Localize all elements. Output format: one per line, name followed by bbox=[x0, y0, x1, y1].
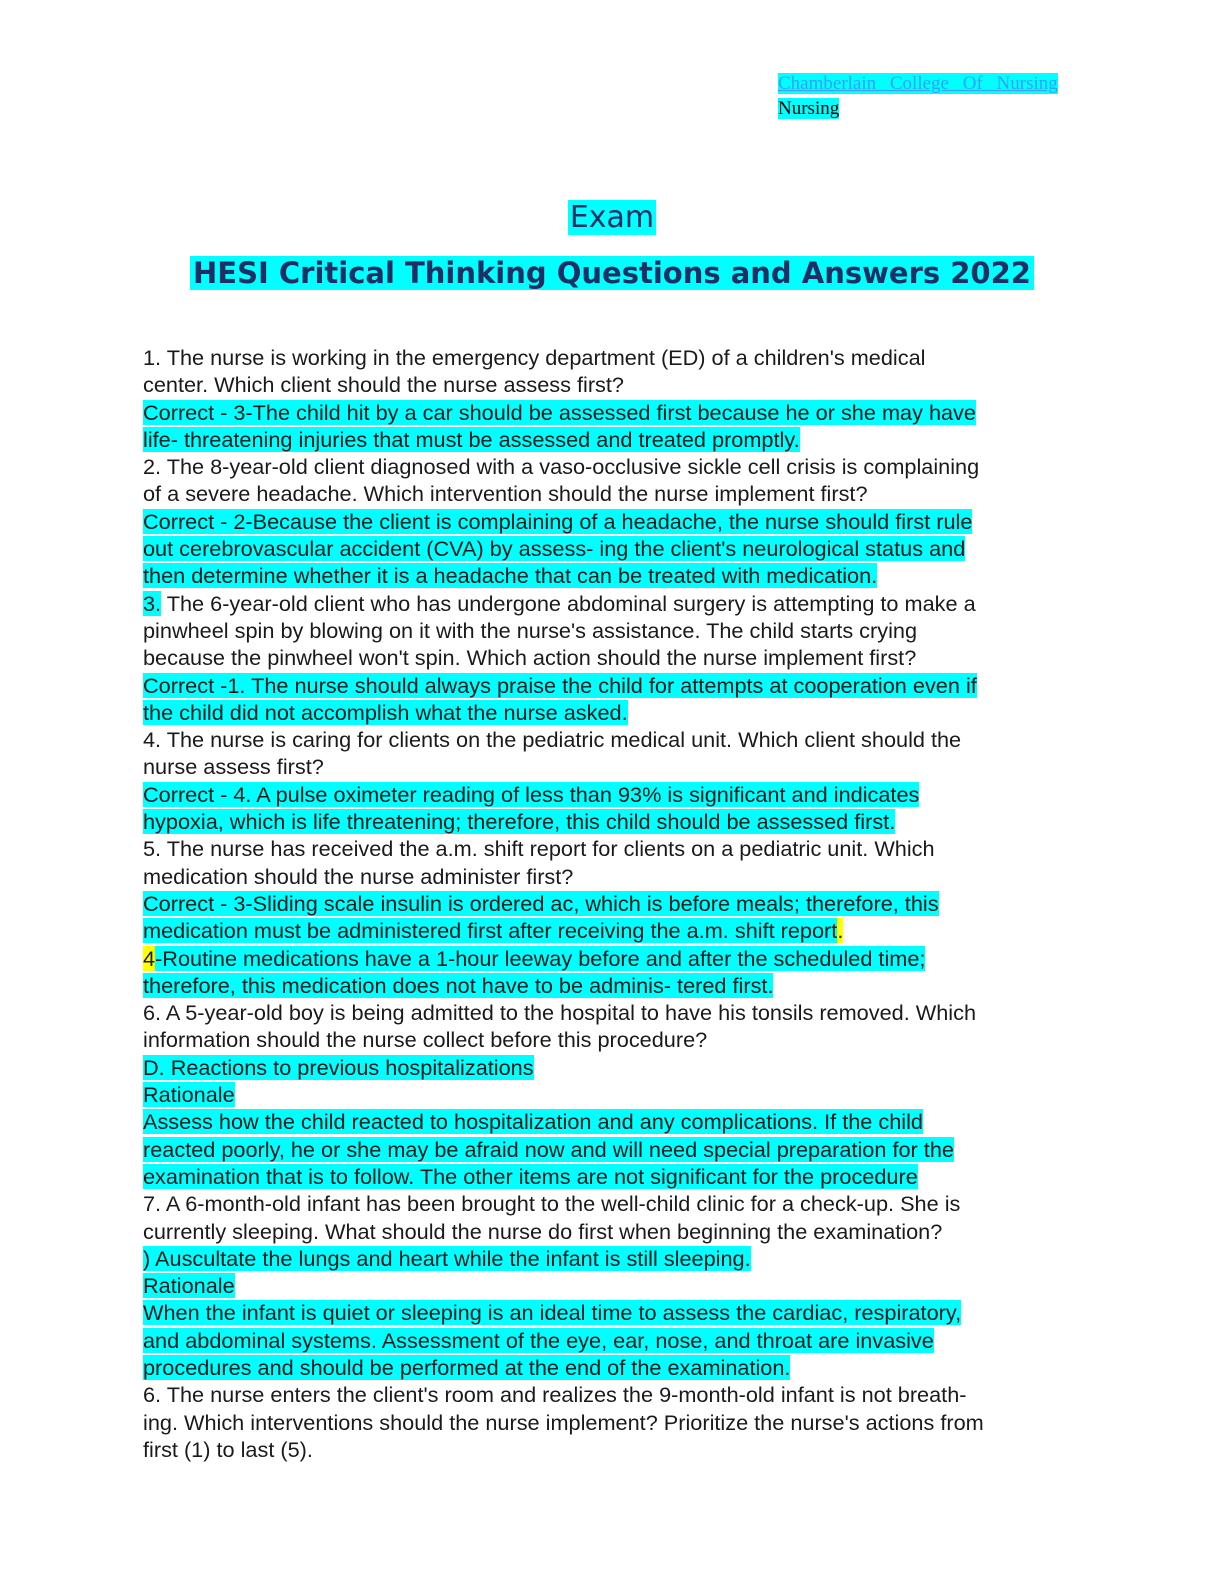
answer-text: ) Auscultate the lungs and heart while the infant is still sleeping. bbox=[143, 1245, 751, 1271]
question-text: 7. A 6-month-old infant has been brought to the well-child clinic for a check-up. She is bbox=[143, 1191, 961, 1217]
answer-text: Correct - 3-Sliding scale insulin is ordered ac, which is before meals; therefore, this bbox=[143, 890, 939, 916]
answer-text: Correct - 3-The child hit by a car should be assessed first because he or she may have bbox=[143, 399, 976, 425]
rationale-text: reacted poorly, he or she may be afraid now and will need special preparation for the bbox=[143, 1136, 954, 1162]
question-text: 6. A 5-year-old boy is being admitted to the hospital to have his tonsils removed. Which bbox=[143, 1000, 977, 1026]
question-text: because the pinwheel won't spin. Which action should the nurse implement first? bbox=[143, 645, 917, 671]
answer-text: D. Reactions to previous hospitalizations bbox=[143, 1054, 534, 1080]
question-text: center. Which client should the nurse assess first? bbox=[143, 372, 624, 398]
question-text: currently sleeping. What should the nurse do first when beginning the examination? bbox=[143, 1218, 943, 1244]
rationale-label: Rationale bbox=[143, 1273, 235, 1299]
document-header bbox=[778, 71, 1058, 121]
answer-text: -Routine medications have a 1-hour leeway before and after the scheduled time; bbox=[155, 945, 926, 971]
question-text-rest: The 6-year-old client who has undergone abdominal surgery is attempting to make a bbox=[166, 590, 976, 616]
question-text: pinwheel spin by blowing on it with the nurse's assistance. The child starts crying bbox=[143, 617, 918, 643]
exam-label bbox=[0, 196, 1224, 240]
question-8 bbox=[143, 1381, 1073, 1463]
answer-text: hypoxia, which is life threatening; therefore, this child should be assessed first. bbox=[143, 809, 896, 835]
question-text: 5. The nurse has received the a.m. shift report for clients on a pediatric unit. Which bbox=[143, 836, 935, 862]
question-5 bbox=[143, 835, 1073, 999]
rationale-text: items are not significant for the procedure bbox=[512, 1163, 918, 1189]
question-6 bbox=[143, 999, 1073, 1190]
question-text: nurse assess first? bbox=[143, 754, 324, 780]
document-body bbox=[143, 344, 1073, 1463]
question-text bbox=[143, 590, 1073, 617]
department-label: Nursing bbox=[778, 98, 840, 119]
question-text: 2. The 8-year-old client diagnosed with a vaso-occlusive sickle cell crisis is complaining bbox=[143, 454, 980, 480]
question-text: 6. The nurse enters the client's room and realizes the 9-month-old infant is not breath- bbox=[143, 1382, 967, 1408]
answer-text: therefore, this medication does not have to be adminis- tered first. bbox=[143, 972, 774, 998]
rationale-text: Assess how the child reacted to hospitalization and any complications. If the child bbox=[143, 1109, 923, 1135]
question-text: 1. The nurse is working in the emergency department (ED) of a children's medical bbox=[143, 345, 926, 370]
answer-text: out cerebrovascular accident (CVA) by assess- ing the client's neurological status and bbox=[143, 536, 966, 562]
question-text: of a severe headache. Which intervention should the nurse implement first? bbox=[143, 481, 868, 507]
page-title bbox=[0, 252, 1224, 294]
answer-text: Correct - 4. A pulse oximeter reading of less than 93% is significant and indicates bbox=[143, 781, 920, 807]
question-1 bbox=[143, 344, 1073, 453]
question-text: medication should the nurse administer first? bbox=[143, 863, 574, 889]
rationale-text: examination that is to follow. The other bbox=[143, 1163, 513, 1189]
question-4 bbox=[143, 726, 1073, 835]
rationale-text: and abdominal systems. Assessment of the eye, ear, nose, and throat are invasive bbox=[143, 1327, 934, 1353]
rationale-text: When the infant is quiet or sleeping is an ideal time to assess the cardiac, respiratory, bbox=[143, 1300, 962, 1326]
answer-text: be administered first after receiving the a.m. shift report bbox=[300, 918, 838, 944]
page-title-text: HESI Critical Thinking Questions and Answers 2022 bbox=[190, 256, 1034, 290]
answer-text: then determine whether it is a headache that can be treated with medication. bbox=[143, 563, 878, 589]
question-text: information should the nurse collect before this procedure? bbox=[143, 1027, 708, 1053]
question-text: first (1) to last (5). bbox=[143, 1436, 313, 1462]
answer-text: the child did not accomplish what the nurse asked. bbox=[143, 699, 628, 725]
exam-label-text: Exam bbox=[569, 200, 655, 235]
college-link[interactable]: Chamberlain College Of Nursing bbox=[778, 73, 1058, 94]
question-2 bbox=[143, 453, 1073, 589]
answer-text: medication must bbox=[143, 918, 301, 944]
question-text: ing. Which interventions should the nurse implement? Prioritize the nurse's actions from bbox=[143, 1409, 984, 1435]
question-7 bbox=[143, 1190, 1073, 1381]
rationale-text: procedures and should be performed at the end of the examination. bbox=[143, 1354, 791, 1380]
answer-text-end: . bbox=[837, 918, 844, 944]
rationale-label: Rationale bbox=[143, 1082, 235, 1108]
answer-number: 4 bbox=[143, 945, 156, 971]
question-number: 3. bbox=[143, 590, 162, 616]
question-3 bbox=[143, 590, 1073, 726]
answer-text: Correct -1. The nurse should always praise the child for attempts at cooperation even if bbox=[143, 672, 977, 698]
answer-text: life- threatening injuries that must be assessed and treated promptly. bbox=[143, 426, 800, 452]
question-text: 4. The nurse is caring for clients on the pediatric medical unit. Which client should the bbox=[143, 727, 962, 753]
answer-text: Correct - 2-Because the client is complaining of a headache, the nurse should first rule bbox=[143, 508, 973, 534]
